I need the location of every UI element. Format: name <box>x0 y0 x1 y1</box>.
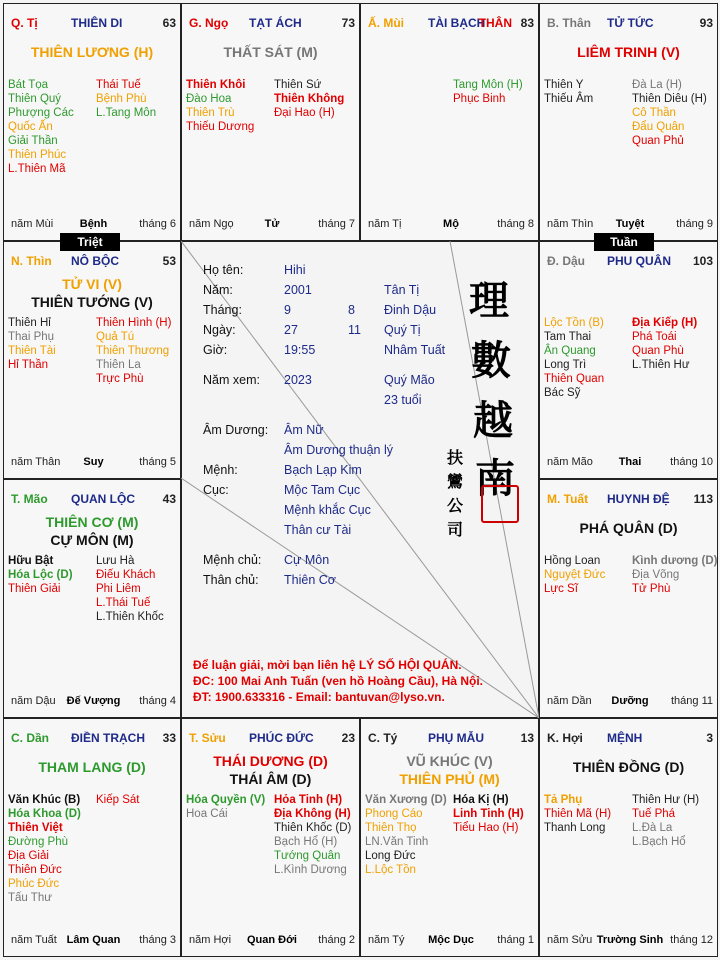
palace-branch: N. Thìn <box>11 254 52 268</box>
main-star: LIÊM TRINH (V) <box>577 44 680 60</box>
than-marker: THÂN <box>478 16 512 30</box>
calligraphy-small-1: 扶 <box>447 448 464 467</box>
star-item: Tuế Phá <box>632 808 676 820</box>
palace-number: 83 <box>520 16 534 30</box>
star-item: L.Lộc Tồn <box>365 864 416 876</box>
star-item: Hỉ Thần <box>8 359 49 371</box>
palace-number: 93 <box>699 16 713 30</box>
palace-footer <box>547 456 713 470</box>
cuc-note: Mệnh khắc Cục <box>284 503 371 517</box>
palace-branch: B. Thân <box>547 16 591 30</box>
star-item: Thiên Việt <box>8 822 63 834</box>
year-label: Năm: <box>203 283 233 297</box>
star-item: Văn Xương (D) <box>365 794 447 806</box>
palace-header <box>11 731 176 747</box>
cuc-value: Mộc Tam Cục <box>284 483 361 497</box>
palace-month: tháng 6 <box>139 218 176 230</box>
star-item: Phong Cáo <box>365 808 423 820</box>
contact-line-3: ĐT: 1900.633316 - Email: bantuvan@lyso.vn. <box>193 690 445 704</box>
palace-name: PHU QUÂN <box>607 254 672 268</box>
star-item: Địa Võng <box>632 569 680 581</box>
star-item: Bệnh Phù <box>96 93 147 105</box>
palace-year: năm Thìn <box>547 218 594 230</box>
star-item: Long Đức <box>365 850 416 862</box>
right-stars <box>96 554 164 624</box>
view-year-value: 2023 <box>284 373 312 387</box>
palace-cell <box>3 241 181 479</box>
palace-cell <box>181 3 360 241</box>
palace-branch: Ấ. Mùi <box>368 16 404 30</box>
star-item: Thiên Thương <box>96 345 170 357</box>
palace-footer <box>11 456 176 470</box>
palace-footer <box>547 695 713 709</box>
main-star: PHÁ QUÂN (D) <box>579 520 678 536</box>
star-item: Thiên Thọ <box>365 822 417 834</box>
star-item: Thiên Phúc <box>8 149 67 161</box>
right-stars <box>632 554 717 596</box>
palace-year: năm Dần <box>547 695 592 707</box>
star-item: Quan Phủ <box>632 135 684 147</box>
star-item: Linh Tinh (H) <box>453 808 524 820</box>
star-item: Thiên Y <box>544 79 584 91</box>
star-item: Phúc Đức <box>8 878 60 890</box>
star-item: Địa Giải <box>8 850 49 862</box>
right-stars <box>96 78 156 120</box>
palace-cell <box>3 3 181 241</box>
star-item: Thiếu Âm <box>544 93 594 105</box>
palace-header <box>11 254 176 270</box>
calligraphy-char-1: 理 <box>469 277 509 324</box>
day-lunar: 11 <box>348 323 361 337</box>
star-item: Địa Không (H) <box>274 808 351 820</box>
palace-branch: C. Dần <box>11 731 50 745</box>
right-stars <box>632 316 697 372</box>
center-info-panel <box>181 241 539 718</box>
palace-cell <box>3 479 181 718</box>
left-stars <box>8 793 81 905</box>
palace-month: tháng 10 <box>670 456 713 468</box>
palace-cell <box>181 718 360 957</box>
star-item: Thiên Giải <box>8 583 61 595</box>
left-stars <box>8 554 73 596</box>
palace-footer <box>189 218 355 232</box>
main-star: THẤT SÁT (M) <box>223 44 318 60</box>
menh-label: Mệnh: <box>203 463 238 477</box>
star-item: Thiên Khốc (D) <box>274 822 352 834</box>
year-can: Tân Tị <box>384 283 420 297</box>
palace-footer <box>11 934 176 948</box>
star-item: Kình dương (D) <box>632 555 718 567</box>
view-year-label: Năm xem: <box>203 373 260 387</box>
star-item: Long Trì <box>544 359 587 371</box>
amduong-value: Âm Nữ <box>284 423 324 437</box>
star-item: Hồng Loan <box>544 555 601 567</box>
palace-year: năm Ngọ <box>189 218 234 230</box>
hour-value: 19:55 <box>284 343 316 357</box>
star-item: Thiên Quan <box>544 373 605 385</box>
star-item: L.Thiên Khốc <box>96 611 164 623</box>
contact-line-1: Để luận giải, mời bạn liên hệ LÝ SỐ HỘI QUÁN. <box>193 658 462 672</box>
palace-year: năm Thân <box>11 456 61 468</box>
star-item: Thiên La <box>96 359 141 371</box>
right-stars <box>453 793 524 835</box>
main-star: THIÊN ĐỒNG (D) <box>572 759 685 775</box>
star-item: Thiếu Dương <box>186 121 255 133</box>
palace-footer <box>11 218 176 232</box>
contact-line-2: ĐC: 100 Mai Anh Tuấn (ven hồ Hoàng Cầu), Hà Nội. <box>193 674 484 688</box>
star-item: Thiên Đức <box>8 864 62 876</box>
palace-header <box>547 16 713 32</box>
palace-year: năm Tý <box>368 934 405 946</box>
main-star: TỬ VI (V) <box>62 276 122 292</box>
palace-header <box>547 731 713 747</box>
star-item: Thiên Sứ <box>274 79 322 91</box>
star-item: Hữu Bật <box>8 555 54 567</box>
star-item: Thiên Trù <box>186 107 235 119</box>
day-can: Quý Tị <box>384 323 421 337</box>
palace-month: tháng 3 <box>139 934 176 946</box>
star-item: Quốc Ấn <box>8 121 53 133</box>
left-stars <box>186 78 254 134</box>
view-year-can: Quý Mão <box>384 373 435 387</box>
star-item: L.Kình Dương <box>274 864 347 876</box>
palace-stage: Quan Đới <box>247 934 297 946</box>
star-item: Tang Môn (H) <box>453 79 523 91</box>
palace-number: 43 <box>162 492 176 506</box>
palace-cell <box>360 3 539 241</box>
star-item: Phá Toái <box>632 331 677 343</box>
star-item: Thiên Mã (H) <box>544 808 612 820</box>
palace-footer <box>11 695 176 709</box>
left-stars <box>365 793 447 877</box>
palace-year: năm Hợi <box>189 934 232 946</box>
month-label: Tháng: <box>203 303 242 317</box>
palace-stage: Lâm Quan <box>66 934 121 946</box>
star-item: Thanh Long <box>544 822 606 834</box>
menh-value: Bạch Lạp Kim <box>284 463 362 477</box>
star-item: Kiếp Sát <box>96 794 140 806</box>
star-item: Đào Hoa <box>186 93 232 105</box>
palace-footer <box>547 218 713 232</box>
star-item: LN.Văn Tinh <box>365 836 429 848</box>
calligraphy-small-3: 公 <box>447 496 464 515</box>
star-item: Thiên Hình (H) <box>96 317 172 329</box>
right-stars <box>274 78 344 120</box>
month-value: 9 <box>284 303 291 317</box>
palace-name: TÀI BẠCH <box>428 16 486 30</box>
palace-footer <box>368 218 534 232</box>
left-stars <box>544 316 604 400</box>
hour-label: Giờ: <box>203 343 228 357</box>
palace-number: 3 <box>706 731 713 745</box>
star-item: Hóa Quyền (V) <box>186 794 266 806</box>
calligraphy-char-4: 南 <box>475 455 515 502</box>
right-stars <box>453 78 523 106</box>
palace-name: PHÚC ĐỨC <box>249 731 314 745</box>
palace-number: 63 <box>162 16 176 30</box>
star-item: Trực Phù <box>96 373 144 385</box>
star-item: Thiên Hỉ <box>8 317 51 329</box>
triet-tag: Triệt <box>60 233 120 251</box>
palace-stage: Thai <box>618 456 642 468</box>
palace-name: QUAN LỘC <box>71 492 135 506</box>
palace-header <box>547 492 713 508</box>
star-item: Giải Thần <box>8 135 58 147</box>
star-item: Quan Phù <box>632 345 684 357</box>
calligraphy-small-4: 司 <box>447 520 464 539</box>
palace-header <box>368 16 534 32</box>
than-cu-note: Thân cư Tài <box>284 523 352 537</box>
main-star: THIÊN LƯƠNG (H) <box>30 44 154 60</box>
palace-header <box>368 731 534 747</box>
palace-number: 23 <box>341 731 355 745</box>
right-stars <box>274 793 351 877</box>
star-item: Hóa Khoa (D) <box>8 808 81 820</box>
palace-stage: Mộc Dục <box>428 934 474 946</box>
right-stars <box>96 793 139 807</box>
palace-cell <box>539 718 718 957</box>
star-item: Phượng Các <box>8 107 74 119</box>
palace-month: tháng 1 <box>497 934 534 946</box>
palace-month: tháng 9 <box>676 218 713 230</box>
star-item: Thai Phụ <box>8 331 55 343</box>
star-item: Hoa Cái <box>186 808 228 820</box>
star-item: Tam Thai <box>544 331 592 343</box>
star-item: Tấu Thư <box>8 892 52 904</box>
palace-stage: Trường Sinh <box>596 934 664 946</box>
palace-cell <box>539 241 718 479</box>
calligraphy-char-2: 數 <box>471 337 511 384</box>
palace-branch: T. Sửu <box>189 731 226 745</box>
palace-header <box>547 254 713 270</box>
name-value: Hihi <box>284 263 306 277</box>
red-seal-stamp <box>481 485 519 523</box>
cuc-label: Cục: <box>203 483 229 497</box>
palace-number: 33 <box>162 731 176 745</box>
palace-stage: Suy <box>83 456 104 468</box>
star-item: Bạch Hổ (H) <box>274 836 338 848</box>
menh-chu-label: Mệnh chủ: <box>203 553 262 567</box>
star-item: Thái Tuế <box>96 79 141 91</box>
palace-name: TỬ TỨC <box>607 16 654 30</box>
palace-stage: Tuyệt <box>615 218 645 230</box>
star-item: L.Thiên Hư <box>632 359 690 371</box>
star-item: Thiên Diêu (H) <box>632 93 707 105</box>
palace-number: 13 <box>520 731 534 745</box>
main-star: THÁI ÂM (D) <box>229 771 312 787</box>
palace-month: tháng 11 <box>670 695 713 707</box>
main-star: THIÊN CƠ (M) <box>45 514 139 530</box>
star-item: Đẩu Quân <box>632 121 685 133</box>
star-item: Đà La (H) <box>632 79 682 91</box>
palace-branch: G. Ngọ <box>189 16 229 30</box>
palace-stage: Bệnh <box>79 218 108 230</box>
main-star: THIÊN TƯỚNG (V) <box>31 294 153 310</box>
age-value: 23 tuổi <box>384 393 422 407</box>
star-item: Hỏa Tinh (H) <box>274 794 343 806</box>
right-stars <box>632 78 707 148</box>
hour-can: Nhâm Tuất <box>384 343 446 357</box>
star-item: Tử Phù <box>632 583 671 595</box>
star-item: Văn Khúc (B) <box>8 794 81 806</box>
palace-year: năm Tị <box>368 218 402 230</box>
star-item: Địa Kiếp (H) <box>632 317 698 329</box>
palace-header <box>189 16 355 32</box>
left-stars <box>544 554 605 596</box>
palace-month: tháng 7 <box>318 218 355 230</box>
star-item: Cô Thần <box>632 107 676 119</box>
than-chu-value: Thiên Cơ <box>284 573 336 587</box>
star-item: Tả Phụ <box>544 794 583 806</box>
star-item: Lộc Tồn (B) <box>544 317 604 329</box>
palace-header <box>189 731 355 747</box>
main-star: THIÊN PHỦ (M) <box>399 771 500 787</box>
than-chu-label: Thân chủ: <box>203 573 259 587</box>
palace-cell <box>539 479 718 718</box>
star-item: Phục Binh <box>453 93 506 105</box>
left-stars <box>544 793 611 835</box>
star-item: Bát Tọa <box>8 79 49 91</box>
star-item: Thiên Tài <box>8 345 56 357</box>
palace-branch: Q. Tị <box>11 16 38 30</box>
palace-branch: K. Hợi <box>547 731 583 745</box>
palace-number: 103 <box>692 254 713 268</box>
palace-month: tháng 5 <box>139 456 176 468</box>
palace-month: tháng 8 <box>497 218 534 230</box>
menh-chu-value: Cự Môn <box>284 553 330 567</box>
star-item: L.Tang Môn <box>96 107 157 119</box>
main-star: VŨ KHÚC (V) <box>406 753 493 769</box>
name-label: Họ tên: <box>203 263 244 277</box>
palace-year: năm Mùi <box>11 218 54 230</box>
star-item: Đại Hao (H) <box>274 107 335 119</box>
star-item: Phi Liêm <box>96 583 141 595</box>
palace-branch: T. Mão <box>11 492 48 506</box>
right-stars <box>632 793 699 849</box>
star-item: Hóa Kị (H) <box>453 794 509 806</box>
palace-branch: C. Tý <box>368 731 398 745</box>
star-item: Bác Sỹ <box>544 387 581 399</box>
year-value: 2001 <box>284 283 312 297</box>
palace-cell <box>3 718 181 957</box>
main-star: THAM LANG (D) <box>38 759 146 775</box>
palace-year: năm Sửu <box>547 934 593 946</box>
star-item: Thiên Quý <box>8 93 62 105</box>
left-stars <box>544 78 593 106</box>
palace-footer <box>189 934 355 948</box>
star-item: Tướng Quân <box>274 850 341 862</box>
palace-branch: M. Tuất <box>547 492 589 506</box>
palace-year: năm Tuất <box>11 934 57 946</box>
palace-branch: Đ. Dậu <box>547 254 586 268</box>
star-item: Thiên Hư (H) <box>632 794 700 806</box>
palace-number: 113 <box>693 492 713 506</box>
palace-number: 53 <box>162 254 176 268</box>
palace-footer <box>547 934 713 948</box>
palace-stage: Đế Vượng <box>66 695 121 707</box>
palace-stage: Dưỡng <box>611 695 649 707</box>
month-lunar: 8 <box>348 303 355 317</box>
calligraphy-small-2: 鸞 <box>447 472 464 491</box>
palace-cell <box>539 3 718 241</box>
palace-name: PHỤ MẪU <box>428 731 484 745</box>
left-stars <box>8 78 74 176</box>
left-stars <box>8 316 56 372</box>
palace-month: tháng 4 <box>139 695 176 707</box>
star-item: L.Bạch Hổ <box>632 836 686 848</box>
palace-header <box>11 492 176 508</box>
star-item: Điếu Khách <box>96 569 156 581</box>
palace-name: THIÊN DI <box>71 16 123 30</box>
main-star: THÁI DƯƠNG (D) <box>213 753 328 769</box>
palace-year: năm Mão <box>547 456 593 468</box>
palace-header <box>11 16 176 32</box>
calligraphy-char-3: 越 <box>473 397 513 444</box>
star-item: L.Thái Tuế <box>96 597 151 609</box>
palace-name: TẠT ÁCH <box>249 16 302 30</box>
day-label: Ngày: <box>203 323 236 337</box>
amduong-label: Âm Dương: <box>203 423 269 437</box>
palace-stage: Tử <box>264 218 280 230</box>
tuan-tag: Tuần <box>594 233 654 251</box>
star-item: Thiên Khôi <box>186 79 246 91</box>
star-item: Quả Tú <box>96 331 135 343</box>
amduong-note: Âm Dương thuận lý <box>284 443 393 457</box>
palace-name: MỆNH <box>607 731 643 745</box>
palace-name: NÔ BỘC <box>71 254 119 268</box>
palace-cell <box>360 718 539 957</box>
left-stars <box>186 793 265 821</box>
palace-year: năm Dậu <box>11 695 56 707</box>
star-item: Nguyệt Đức <box>544 569 606 581</box>
palace-name: HUYNH ĐỆ <box>607 492 670 506</box>
palace-footer <box>368 934 534 948</box>
star-item: Lưu Hà <box>96 555 135 567</box>
star-item: Tiểu Hao (H) <box>453 822 519 834</box>
right-stars <box>96 316 171 386</box>
star-item: Lực Sĩ <box>544 583 578 595</box>
day-value: 27 <box>284 323 298 337</box>
palace-month: tháng 12 <box>670 934 713 946</box>
star-item: Hóa Lộc (D) <box>8 569 73 581</box>
star-item: Ân Quang <box>544 345 596 357</box>
palace-month: tháng 2 <box>318 934 355 946</box>
star-item: L.Thiên Mã <box>8 163 66 175</box>
palace-stage: Mộ <box>443 218 459 230</box>
palace-number: 73 <box>341 16 355 30</box>
star-item: Đường Phù <box>8 836 68 848</box>
palace-name: ĐIỀN TRẠCH <box>71 731 145 745</box>
main-star: CỰ MÔN (M) <box>50 532 134 548</box>
star-item: Thiên Không <box>274 93 345 105</box>
star-item: L.Đà La <box>632 822 673 834</box>
month-can: Đinh Dậu <box>384 303 437 317</box>
